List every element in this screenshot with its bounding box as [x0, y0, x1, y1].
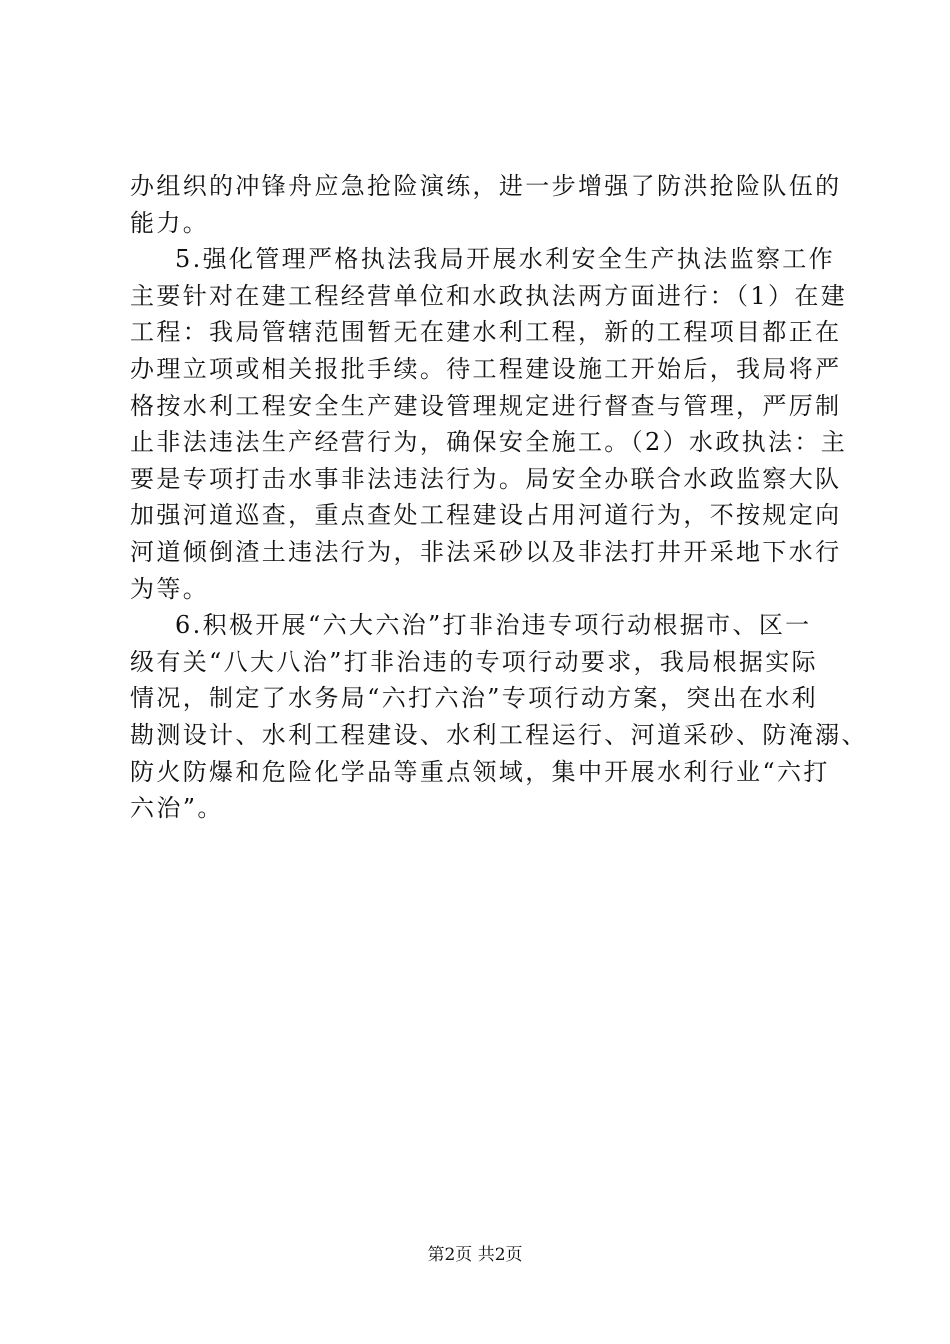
- text-line: 能力。: [130, 208, 210, 237]
- text-line: 止非法违法生产经营行为，确保安全施工。（2）水政执法：主: [130, 428, 848, 457]
- paragraph-start-line: 5.强化管理严格执法我局开展水利安全生产执法监察工作: [175, 245, 835, 274]
- text-line: 为等。: [130, 574, 210, 603]
- text-line: 主要针对在建工程经营单位和水政执法两方面进行：（1）在建: [130, 281, 848, 310]
- text-line: 河道倾倒渣土违法行为，非法采砂以及非法打井开采地下水行: [130, 537, 842, 566]
- text-line: 办理立项或相关报批手续。待工程建设施工开始后，我局将严: [130, 354, 842, 383]
- text-line: 六治”。: [130, 794, 224, 823]
- page-number-footer: 第2页 共2页: [427, 1245, 523, 1265]
- paragraph-start-line: 6.积极开展“六大六治”打非治违专项行动根据市、区一: [175, 611, 812, 640]
- text-line: 工程：我局管辖范围暂无在建水利工程，新的工程项目都正在: [130, 318, 842, 347]
- text-line: 要是专项打击水事非法违法行为。局安全办联合水政监察大队: [130, 464, 842, 493]
- text-line: 级有关“八大八治”打非治违的专项行动要求，我局根据实际: [130, 647, 818, 676]
- text-line: 防火防爆和危险化学品等重点领域，集中开展水利行业“六打: [130, 757, 830, 786]
- text-line: 勘测设计、水利工程建设、水利工程运行、河道采砂、防淹溺、: [130, 720, 868, 749]
- text-line: 格按水利工程安全生产建设管理规定进行督查与管理，严厉制: [130, 391, 842, 420]
- document-body: [130, 168, 868, 827]
- text-line: 情况，制定了水务局“六打六治”专项行动方案，突出在水利: [130, 684, 818, 713]
- text-line: 加强河道巡查，重点查处工程建设占用河道行为，不按规定向: [130, 501, 842, 530]
- text-line: 办组织的冲锋舟应急抢险演练，进一步增强了防洪抢险队伍的: [130, 172, 842, 200]
